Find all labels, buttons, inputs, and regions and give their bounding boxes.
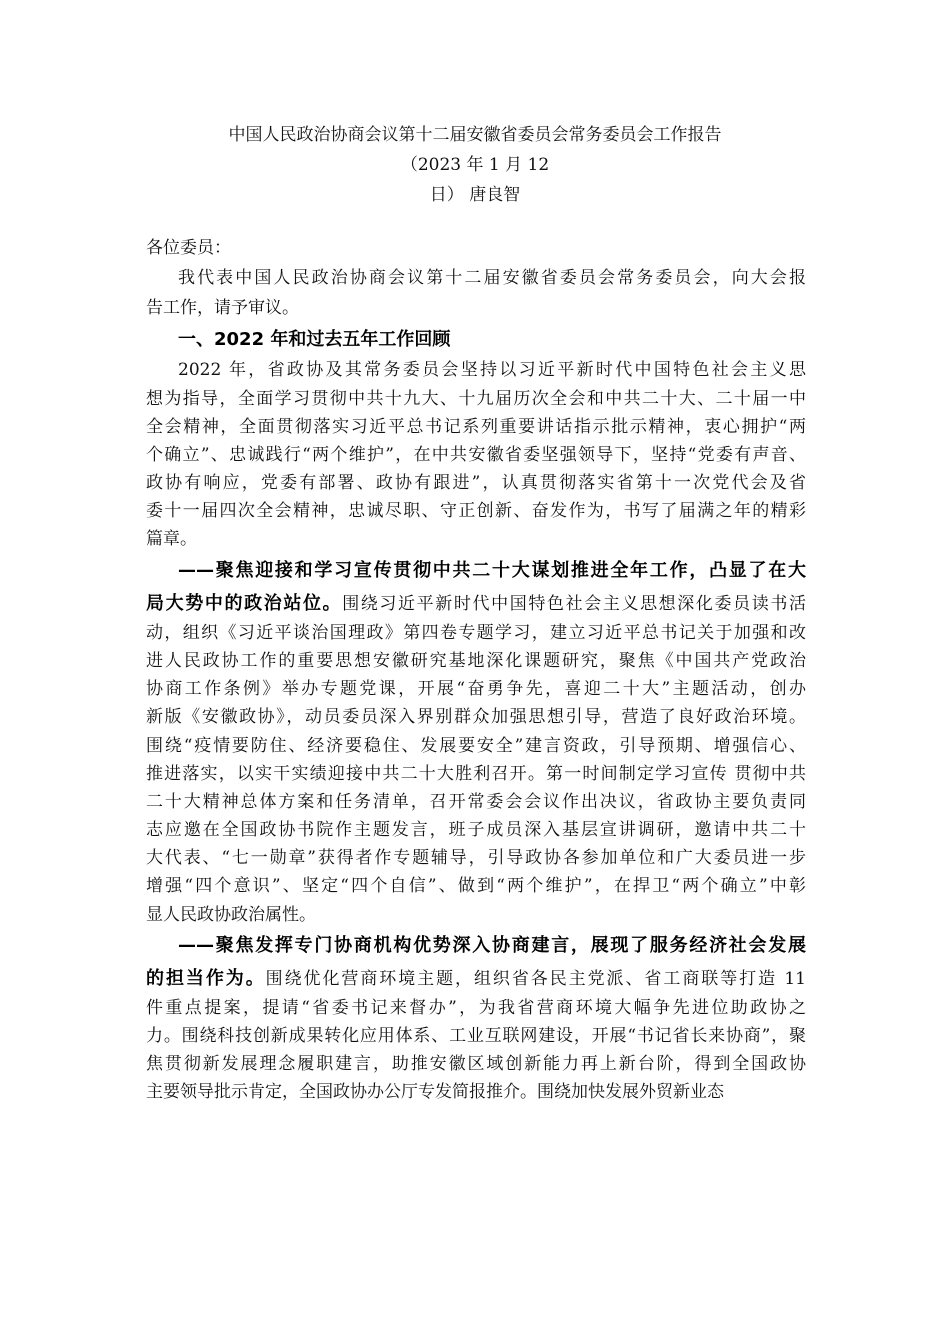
paragraph-line: 篇章。	[146, 529, 197, 549]
paragraph-line: 主要领导批示肯定，全国政协办公厅专发简报推介。围绕加快发展外贸新业态	[146, 1082, 724, 1102]
point-heading: ——聚焦迎接和学习宣传贯彻中共二十大谋划推进全年工作，凸显了在大	[178, 560, 806, 581]
paragraph-line: 增强“四个意识”、坚定“四个自信”、做到“两个维护”，在捍卫“两个确立”中彰	[146, 876, 806, 896]
paragraph-line: 新版《安徽政协》，动员委员深入界别群众加强思想引导，营造了良好政治环境。	[146, 707, 806, 727]
paragraph-line: 个确立”、忠诚践行“两个维护”，在中共安徽省委坚强领导下，坚持“党委有声音、	[146, 445, 806, 465]
paragraph-line: 委十一届四次全会精神，忠诚尽职、守正创新、奋发作为，书写了届满之年的精彩	[146, 501, 806, 521]
report-title-line1: 中国人民政治协商会议第十二届安徽省委员会常务委员会工作报告	[228, 125, 722, 145]
report-title-line2: （2023 年 1 月 12	[400, 155, 550, 175]
paragraph-line	[146, 967, 806, 991]
intro-line: 我代表中国人民政治协商会议第十二届安徽省委员会常务委员会，向大会报	[178, 268, 806, 288]
paragraph-line: 2022 年，省政协及其常务委员会坚持以习近平新时代中国特色社会主义思	[178, 360, 806, 380]
paragraph-line	[146, 592, 806, 616]
paragraph-line: 政协有响应，党委有部署、政协有跟进”，认真贯彻落实省第十一次党代会及省	[146, 473, 806, 493]
paragraph-line: 推进落实，以实干实绩迎接中共二十大胜利召开。第一时间制定学习宣传 贯彻中共	[146, 764, 806, 784]
paragraph-line: 动，组织《习近平谈治国理政》第四卷专题学习，建立习近平总书记关于加强和改	[146, 623, 806, 643]
point-heading: ——聚焦发挥专门协商机构优势深入协商建言，展现了服务经济社会发展	[178, 935, 806, 956]
section-heading: 一、2022 年和过去五年工作回顾	[178, 329, 451, 350]
paragraph-line: 力。围绕科技创新成果转化应用体系、工业互联网建设，开展“书记省长来协商”，聚	[146, 1026, 806, 1046]
paragraph-line: 想为指导，全面学习贯彻中共十九大、十九届历次全会和中共二十大、二十届一中	[146, 389, 806, 409]
paragraph-line: 进人民政协工作的重要思想安徽研究基地深化课题研究，聚焦《中国共产党政治	[146, 651, 806, 671]
paragraph-text: 围绕优化营商环境主题，组织省各民主党派、省工商联等打造 11	[265, 969, 806, 989]
paragraph-text: 围绕习近平新时代中国特色社会主义思想深化委员读书活	[342, 594, 807, 614]
salutation: 各位委员：	[146, 238, 231, 258]
paragraph-line: 大代表、“七一勋章”获得者作专题辅导，引导政协各参加单位和广大委员进一步	[146, 848, 806, 868]
paragraph-line: 志应邀在全国政协书院作主题发言，班子成员深入基层宣讲调研，邀请中共二十	[146, 820, 806, 840]
point-heading-bold: 的担当作为。	[146, 968, 266, 989]
report-title-line3: 日） 唐良智	[429, 185, 521, 205]
intro-line: 告工作，请予审议。	[146, 298, 299, 318]
paragraph-line: 协商工作条例》举办专题党课，开展“奋勇争先，喜迎二十大”主题活动，创办	[146, 679, 806, 699]
paragraph-line: 件重点提案，提请“省委书记来督办”，为我省营商环境大幅争先进位助政协之	[146, 998, 806, 1018]
paragraph-line: 显人民政协政治属性。	[146, 905, 316, 925]
paragraph-line: 全会精神，全面贯彻落实习近平总书记系列重要讲话指示批示精神，衷心拥护“两	[146, 417, 806, 437]
paragraph-line: 二十大精神总体方案和任务清单，召开常委会会议作出决议，省政协主要负责同	[146, 792, 806, 812]
paragraph-line: 围绕“疫情要防住、经济要稳住、发展要安全”建言资政，引导预期、增强信心、	[146, 736, 806, 756]
paragraph-line: 焦贯彻新发展理念履职建言，助推安徽区域创新能力再上新台阶，得到全国政协	[146, 1054, 806, 1074]
point-heading-bold: 局大势中的政治站位。	[146, 593, 343, 614]
